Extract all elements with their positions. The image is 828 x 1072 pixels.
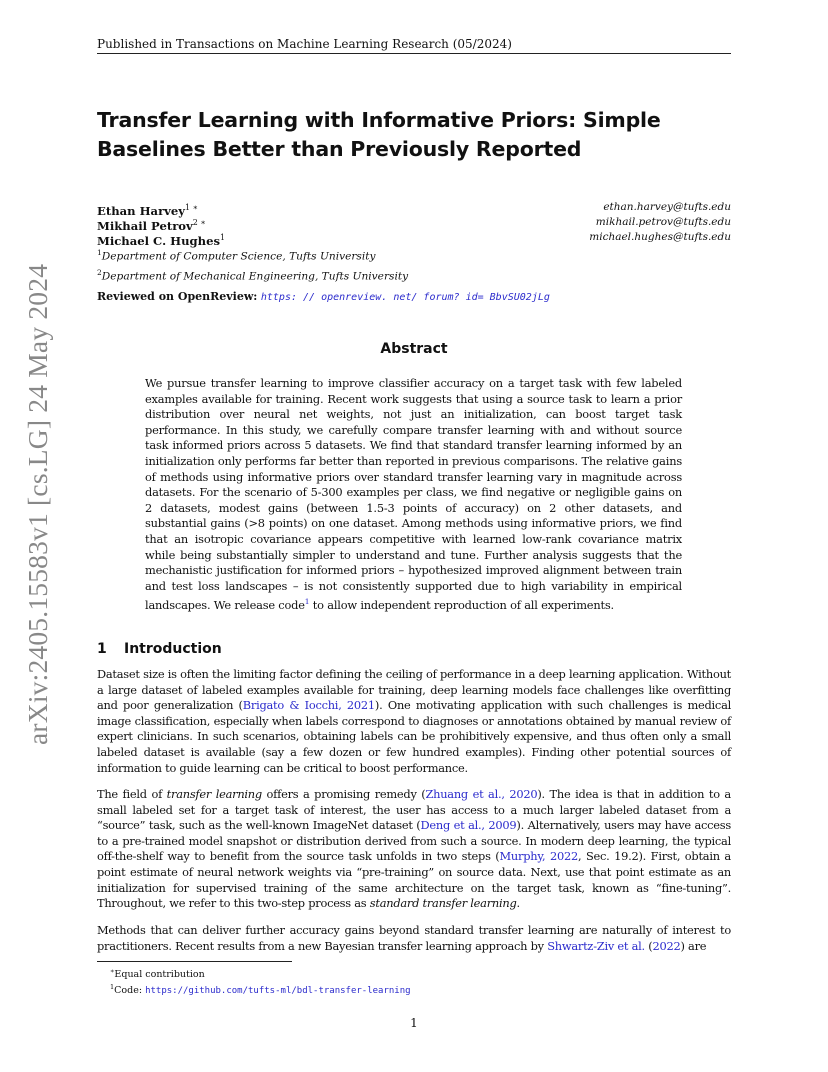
paragraph: Dataset size is often the limiting factor defining the ceiling of performance in a deep learning application. Without a large dataset of labeled examples available for training, deep learning models face challenges like overfitting and poor generalization (Brigato & Iocchi, 2021). One motivating application with such challenges is medical image classification, especially when labels correspond to diagnoses or annotations obtained by manual review of expert clinicians. In such scenarios, obtaining labels can be prohibitively expensive, and thus often only a small labeled dataset is available (say a few dozen or few hundred examples). Finding other potential sources of information to guide learning can be critical to boost performance. xyxy=(97,667,732,775)
paragraph: Methods that can deliver further accuracy gains beyond standard transfer learning are naturally of interest to practitioners. Recent results from a new Bayesian transfer learning approach by Shwartz-Ziv et al. (2022) are xyxy=(97,923,731,953)
code-link[interactable]: https://github.com/tufts-ml/bdl-transfer-learning xyxy=(145,986,411,997)
author-marks: 1 ∗ xyxy=(185,203,199,213)
page-number: 1 xyxy=(410,1016,418,1030)
affiliation: $^1$Department of Computer Science, Tufts University xyxy=(97,248,376,263)
citation-link[interactable]: Murphy, 2022 xyxy=(499,849,578,864)
openreview-line xyxy=(97,290,550,303)
abstract-body: We pursue transfer learning to improve classifier accuracy on a target task with few labeled examples available for training. Recent work suggests that using a source task to learn a prior distribution over neural net weights, not just an initialization, can boost target task performance. In this study, we carefully compare transfer learning with and without source task informed priors across 5 datasets. We find that standard transfer learning informed by an initialization only performs far better than reported in previous comparisons. The relative gains of methods using informative priors over standard transfer learning vary in magnitude across datasets. For the scenario of 5-300 examples per class, we find negative or negligible gains on 2 datasets, modest gains (between 1.5-3 points of accuracy) on 2 other datasets, and substantial gains (>8 points) on one dataset. Among methods using informative priors, we find that an isotropic covariance appears competitive with learned low-rank covariance matrix while being substantially simpler to understand and tune. Further analysis suggests that the mechanistic justification for informed priors – hypothesized improved alignment between train and test loss landscapes – is not consistently supported due to high variability in empirical landscapes. We release code$^1$ to allow independent reproduction of all experiments. xyxy=(145,376,682,613)
footnote: ∗Equal contribution xyxy=(110,967,205,981)
author-name: Ethan Harvey$^{1 ∗}$ xyxy=(97,203,199,218)
citation-link[interactable]: Zhuang et al., 2020 xyxy=(425,787,538,801)
footnotes xyxy=(110,965,411,998)
citation-link[interactable]: Deng et al., 2009 xyxy=(420,818,517,833)
running-header: Published in Transactions on Machine Learning Research (05/2024) xyxy=(97,37,512,51)
author-email[interactable]: michael.hughes@tufts.edu xyxy=(589,231,731,243)
section-heading xyxy=(97,641,222,657)
citation-link[interactable]: 2022 xyxy=(652,938,681,953)
arxiv-stamp: arXiv:2405.15583v1 [cs.LG] 24 May 2024 xyxy=(22,263,53,745)
openreview-link[interactable]: https: // openreview. net/ forum? id= BbvSU02jLg xyxy=(260,292,550,303)
abstract-heading: Abstract xyxy=(380,341,448,357)
citation-link[interactable]: Brigato & Iocchi, 2021 xyxy=(242,698,375,713)
footnote-rule xyxy=(97,961,292,962)
openreview-label: Reviewed on OpenReview: xyxy=(97,290,258,303)
author-row xyxy=(97,215,731,233)
author-email[interactable]: mikhail.petrov@tufts.edu xyxy=(595,216,731,228)
author-name: Michael C. Hughes$^1$ xyxy=(97,233,226,248)
footnote: $^1$Code: https://github.com/tufts-ml/bdl-transfer-learning xyxy=(110,983,411,997)
paper-title: Transfer Learning with Informative Priors: Simple Baselines Better than Previously Reported xyxy=(97,108,661,161)
footnote-ref[interactable]: 1 xyxy=(304,597,310,607)
section-title: Introduction xyxy=(124,641,222,657)
paragraph: The field of transfer learning offers a promising remedy (Zhuang et al., 2020). The idea is that in addition to a small labeled set for a target task of interest, the user has access to a much larger labeled dataset from a “source” task, such as the well-known ImageNet dataset (Deng et al., 2009). Alternatively, users may have access to a pre-trained model snapshot or distribution derived from such a source. In modern deep learning, the typical off-the-shelf way to benefit from the source task unfolds in two steps (Murphy, 2022, Sec. 19.2). First, obtain a point estimate of neural network weights via “pre-training” on source data. Next, use that point estimate as an initialization for supervised training of the same architecture on the target task, known as “fine-tuning”. Throughout, we refer to this two-step process as standard transfer learning. xyxy=(97,787,731,911)
author-marks: 1 xyxy=(219,233,226,243)
author-marks: 2 ∗ xyxy=(192,218,206,228)
section-number: 1 xyxy=(97,641,107,657)
author-row xyxy=(97,230,731,248)
affiliation: $^2$Department of Mechanical Engineering, Tufts University xyxy=(97,267,409,283)
header-rule xyxy=(97,53,731,54)
author-row xyxy=(97,200,731,218)
author-block xyxy=(97,200,731,284)
citation-link[interactable]: Shwartz-Ziv et al. xyxy=(547,938,645,953)
author-name: Mikhail Petrov$^{2 ∗}$ xyxy=(97,218,206,233)
author-email[interactable]: ethan.harvey@tufts.edu xyxy=(603,201,731,213)
